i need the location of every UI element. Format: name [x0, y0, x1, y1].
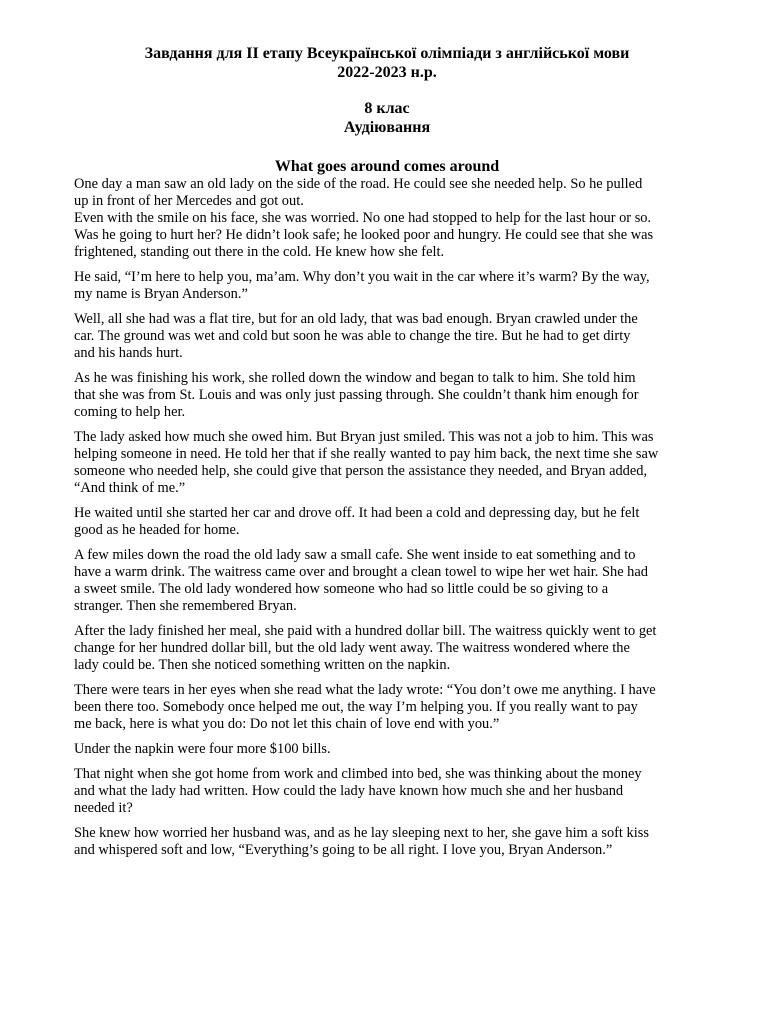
paragraph-line: After the lady finished her meal, she paid with a hundred dollar bill. The waitress quickly went to get: [74, 623, 657, 639]
paragraph-line: been there too. Somebody once helped me out, the way I’m helping you. If you really want to pay: [74, 699, 638, 715]
paragraph-line: have a warm drink. The waitress came over and brought a clean towel to wipe her wet hair. She had: [74, 564, 648, 580]
paragraph-line: He said, “I’m here to help you, ma’am. Why don’t you wait in the car where it’s warm? By the way,: [74, 269, 650, 285]
paragraph-line: stranger. Then she remembered Bryan.: [74, 598, 297, 614]
paragraph-line: Under the napkin were four more $100 bills.: [74, 741, 331, 757]
story-paragraph: [74, 547, 700, 615]
paragraph-line: up in front of her Mercedes and got out.: [74, 193, 304, 209]
paragraph-line: and what the lady had written. How could the lady have known how much she and her husband: [74, 783, 624, 799]
paragraph-line: good as he headed for home.: [74, 522, 240, 538]
section-label: Аудіювання: [343, 119, 431, 136]
story-paragraph: [74, 825, 700, 859]
paragraph-line: a sweet smile. The old lady wondered how someone who had so little could be so giving to a: [74, 581, 609, 597]
grade-label: 8 клас: [364, 100, 410, 117]
story-paragraph: [74, 176, 700, 210]
paragraph-line: that she was from St. Louis and was only just passing through. She couldn’t thank him enough for: [74, 387, 639, 403]
story-paragraph: [74, 623, 700, 674]
paragraph-line: and whispered soft and low, “Everything’s going to be all right. I love you, Bryan Anderson.”: [74, 842, 613, 858]
olympiad-title-line-1: Завдання для ІІ етапу Всеукраїнської олімпіади з англійської мови: [144, 45, 630, 62]
story-title: What goes around comes around: [274, 158, 500, 175]
paragraph-line: She knew how worried her husband was, and as he lay sleeping next to her, she gave him a soft kiss: [74, 825, 649, 841]
story-paragraph: [74, 210, 700, 261]
paragraph-line: That night when she got home from work and climbed into bed, she was thinking about the money: [74, 766, 642, 782]
paragraph-line: helping someone in need. He told her that if she really wanted to pay him back, the next time she saw: [74, 446, 659, 462]
paragraph-line: Even with the smile on his face, she was worried. No one had stopped to help for the last hour or so.: [74, 210, 652, 226]
paragraph-line: someone who needed help, she could give that person the assistance they needed, and Bryan added,: [74, 463, 648, 479]
story-paragraph: [74, 505, 700, 539]
paragraph-line: my name is Bryan Anderson.”: [74, 286, 248, 302]
story-paragraph: [74, 766, 700, 817]
story-paragraph: [74, 311, 700, 362]
paragraph-line: needed it?: [74, 800, 133, 816]
story-paragraph: [74, 370, 700, 421]
paragraph-line: frightened, standing out there in the cold. He knew how she felt.: [74, 244, 445, 260]
paragraph-line: change for her hundred dollar bill, but the old lady went away. The waitress wondered where the: [74, 640, 630, 656]
paragraph-line: “And think of me.”: [74, 480, 186, 496]
story-body: [74, 176, 700, 859]
paragraph-line: lady could be. Then she noticed something written on the napkin.: [74, 657, 451, 673]
paragraph-line: and his hands hurt.: [74, 345, 183, 361]
story-paragraph: [74, 741, 700, 758]
paragraph-line: There were tears in her eyes when she read what the lady wrote: “You don’t owe me anything. I have: [74, 682, 656, 698]
paragraph-line: He waited until she started her car and drove off. It had been a cold and depressing day, but he felt: [74, 505, 640, 521]
story-paragraph: [74, 269, 700, 303]
document-header: [74, 44, 700, 137]
paragraph-line: As he was finishing his work, she rolled down the window and began to talk to him. She told him: [74, 370, 636, 386]
paragraph-line: The lady asked how much she owed him. But Bryan just smiled. This was not a job to him. This was: [74, 429, 654, 445]
story-paragraph: [74, 682, 700, 733]
olympiad-title-line-2: 2022-2023 н.р.: [337, 64, 437, 81]
paragraph-line: A few miles down the road the old lady saw a small cafe. She went inside to eat something and to: [74, 547, 636, 563]
story-paragraph: [74, 429, 700, 497]
paragraph-line: coming to help her.: [74, 404, 186, 420]
paragraph-line: car. The ground was wet and cold but soon he was able to change the tire. But he had to get dirty: [74, 328, 631, 344]
paragraph-line: Well, all she had was a flat tire, but for an old lady, that was bad enough. Bryan crawled under the: [74, 311, 638, 327]
paragraph-line: One day a man saw an old lady on the side of the road. He could see she needed help. So he pulled: [74, 176, 643, 192]
paragraph-line: Was he going to hurt her? He didn’t look safe; he looked poor and hungry. He could see that she was: [74, 227, 654, 243]
paragraph-line: me back, here is what you do: Do not let this chain of love end with you.”: [74, 716, 500, 732]
